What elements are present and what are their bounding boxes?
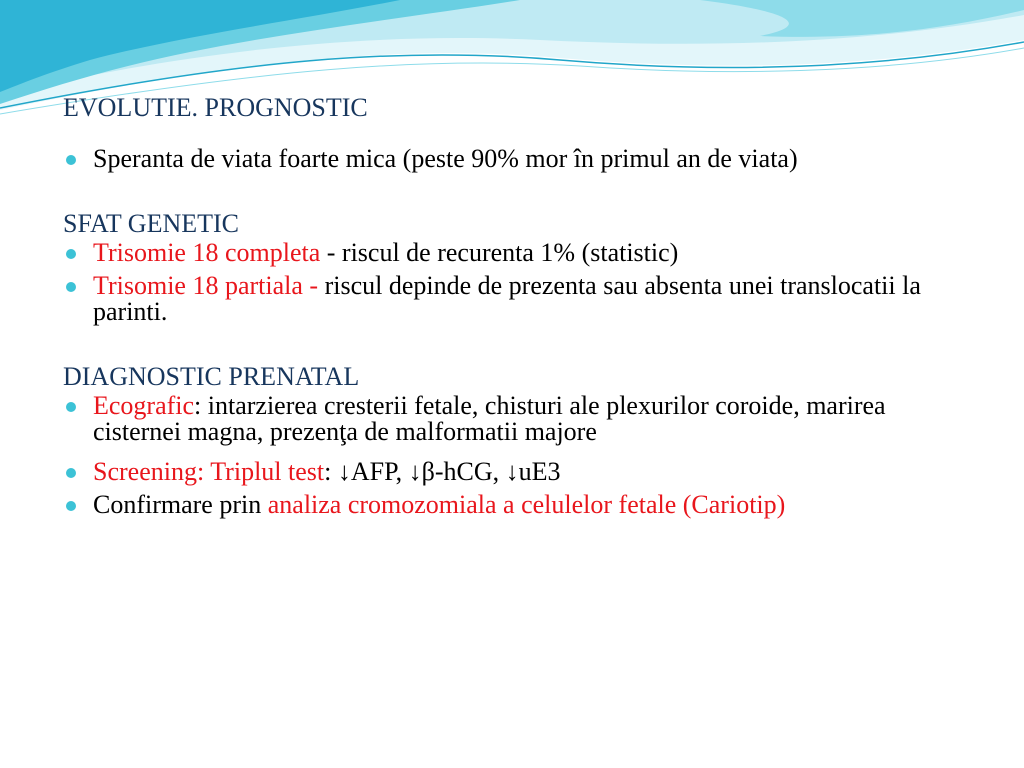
list-item bbox=[63, 273, 963, 325]
item-text: : intarzierea cresterii fetale, chisturi ale plexurilor coroide, marirea cisternei magna, prezenţa de malformatii majore bbox=[93, 391, 886, 446]
heading-diagnostic-prenatal: DIAGNOSTIC PRENATAL bbox=[63, 362, 360, 391]
bullet-icon bbox=[66, 468, 76, 478]
item-red-text: Screening: Triplul test bbox=[93, 457, 325, 486]
bullet-icon bbox=[66, 282, 76, 292]
list-item bbox=[63, 240, 963, 266]
bullet-icon bbox=[66, 155, 76, 165]
item-red-text: analiza cromozomiala a celulelor fetale (Cariotip) bbox=[267, 490, 786, 519]
item-red-text: Ecografic bbox=[93, 391, 195, 420]
bullet-icon bbox=[66, 501, 76, 511]
item-red-text: Trisomie 18 partiala - bbox=[93, 271, 325, 300]
slide-content bbox=[63, 92, 963, 518]
item-text: : ↓AFP, ↓β-hCG, ↓uE3 bbox=[324, 457, 561, 486]
item-text: Confirmare prin bbox=[93, 490, 268, 519]
item-text: riscul depinde de prezenta sau absenta unei translocatii la parinti. bbox=[93, 271, 921, 326]
list-item bbox=[63, 459, 963, 485]
list-item bbox=[63, 393, 963, 445]
item-text: - riscul de recurenta 1% (statistic) bbox=[320, 238, 679, 267]
list-item bbox=[63, 146, 963, 172]
item-red-text: Trisomie 18 completa bbox=[93, 238, 321, 267]
item-text: Speranta de viata foarte mica (peste 90% mor în primul an de viata) bbox=[93, 144, 798, 173]
list-item bbox=[63, 492, 963, 518]
heading-evolutie: EVOLUTIE. PROGNOSTIC bbox=[63, 93, 368, 122]
heading-sfat-genetic: SFAT GENETIC bbox=[63, 209, 239, 238]
bullet-icon bbox=[66, 249, 76, 259]
bullet-icon bbox=[66, 402, 76, 412]
